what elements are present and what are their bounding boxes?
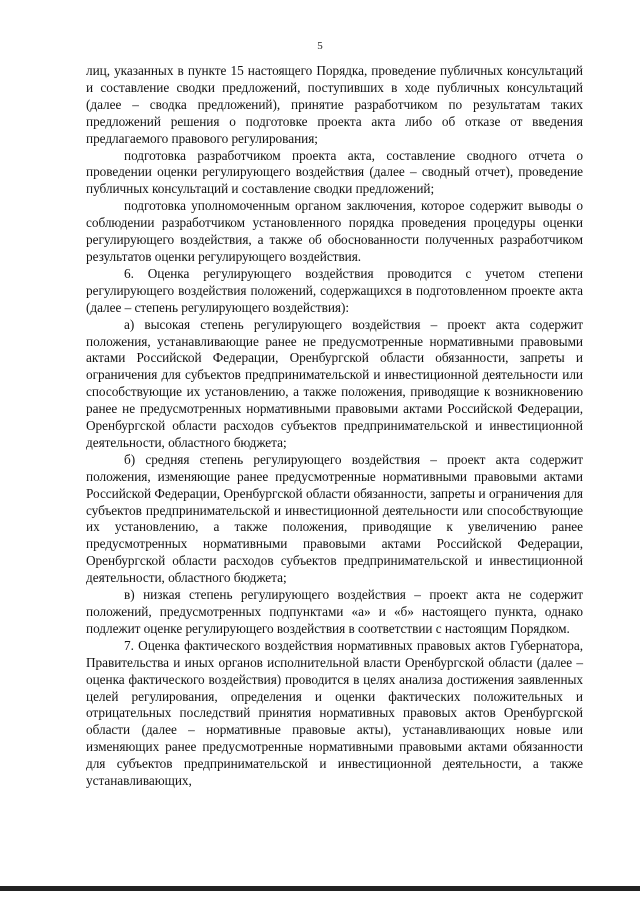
document-body [86,63,583,790]
paragraph-6: б) средняя степень регулирующего воздействия – проект акта содержит положения, изменяющие ранее предусмотренные нормативными правовыми актами Российской Федерации, Оренбургской области обязанности, запреты и ограничения для субъектов предпринимательской и инвестиционной деятельности или способствующие их установлению, а также положения, приводящие к увеличению ранее предусмотренных нормативными правовыми актами Российской Федерации, Оренбургской области расходов субъектов предпринимательской и инвестиционной деятельности, областного бюджета; [86,451,583,586]
paragraph-8: 7. Оценка фактического воздействия нормативных правовых актов Губернатора, Правительства и иных органов исполнительной власти Оренбургской области (далее – оценка фактического воздействия) проводится в целях анализа достижения заявленных целей регулирования, определения и оценки фактических положительных и отрицательных последствий принятия нормативных правовых актов Оренбургской области (далее – нормативные правовые акты), устанавливающих новые или изменяющих ранее предусмотренные нормативными правовыми актами обязанности для субъектов предпринимательской и инвестиционной деятельности, а также устанавливающих, [86,637,583,789]
paragraph-3: подготовка уполномоченным органом заключения, которое содержит выводы о соблюдении разработчиком установленного порядка проведения процедуры оценки регулирующего воздействия, а также об обоснованности полученных разработчиком результатов оценки регулирующего воздействия. [86,198,583,264]
paragraph-5: а) высокая степень регулирующего воздействия – проект акта содержит положения, устанавливающие ранее не предусмотренные нормативными правовыми актами Российской Федерации, Оренбургской области обязанности, запреты и ограничения для субъектов предпринимательской и инвестиционной деятельности или способствующие их установлению, а также положения, приводящие к возникновению ранее не предусмотренных нормативными правовыми актами Российской Федерации, Оренбургской области расходов субъектов предпринимательской и инвестиционной деятельности, областного бюджета; [86,316,583,450]
paragraph-1: лиц, указанных в пункте 15 настоящего Порядка, проведение публичных консультаций и составление сводки предложений, поступивших в ходе публичных консультаций (далее – сводка предложений), принятие разработчиком по результатам таких предложений решения о подготовке проекта акта либо об отказе от введения предлагаемого правового регулирования; [86,63,583,146]
paragraph-7: в) низкая степень регулирующего воздействия – проект акта не содержит положений, предусмотренных подпунктами «а» и «б» настоящего пункта, однако подлежит оценке регулирующего воздействия в соответствии с настоящим Порядком. [86,587,583,636]
scan-bottom-border [0,886,640,891]
paragraph-2: подготовка разработчиком проекта акта, составление сводного отчета о проведении оценки регулирующего воздействия (далее – сводный отчет), проведение публичных консультаций и составление сводки предложений; [86,147,583,197]
page-number: 5 [317,40,323,52]
paragraph-4: 6. Оценка регулирующего воздействия проводится с учетом степени регулирующего воздействия положений, содержащихся в подготовленном проекте акта (далее – степень регулирующего воздействия): [86,265,583,315]
